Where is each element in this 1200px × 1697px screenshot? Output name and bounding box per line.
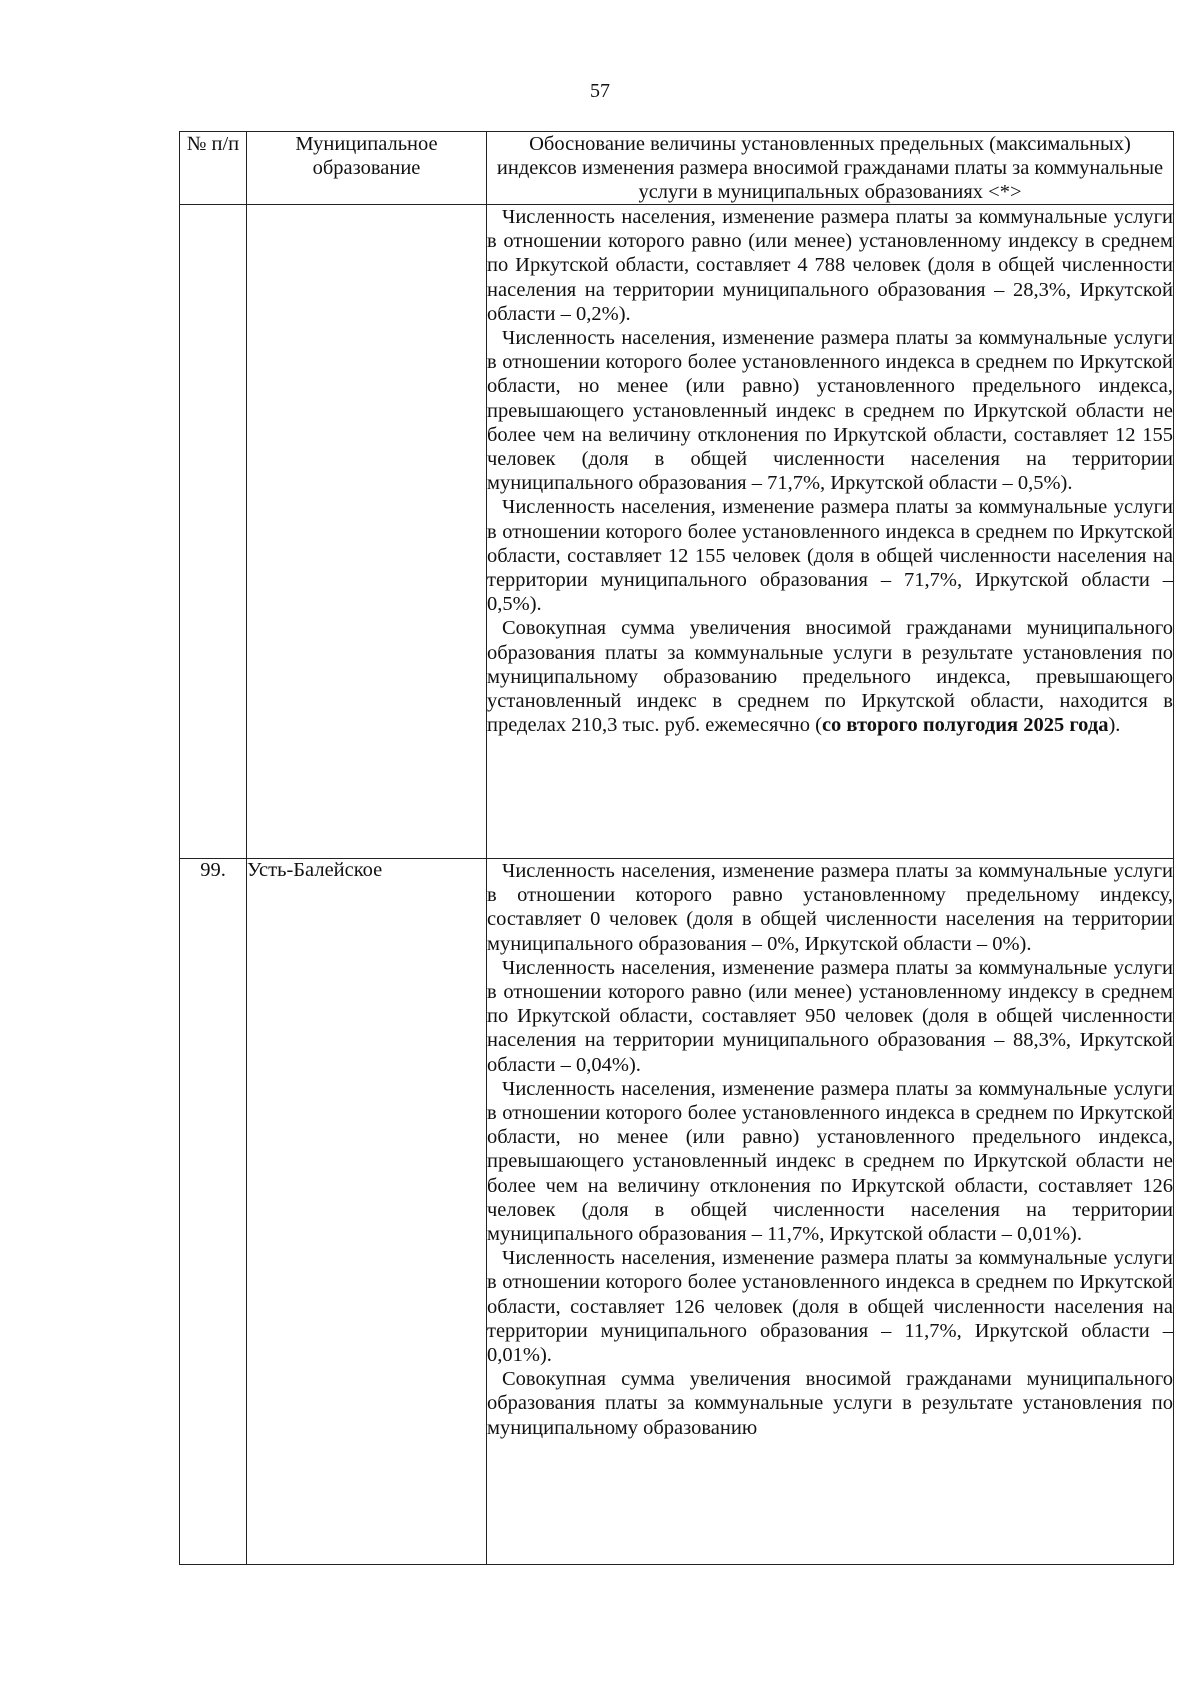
paragraph: Численность населения, изменение размера платы за коммунальные услуги в отношении которого более установленного индекса в среднем по Иркутской области, но менее (или равно) установленного предельного индекса, превышающего установленный индекс в среднем по Иркутской области не более чем на величину отклонения по Иркутской области, составляет 12 155 человек (доля в общей численности населения на территории муниципального образования – 71,7%, Иркутской области – 0,5%). xyxy=(487,327,1173,495)
table-row xyxy=(180,205,1174,859)
paragraph: Численность населения, изменение размера платы за коммунальные услуги в отношении которого более установленного индекса в среднем по Иркутской области, но менее (или равно) установленного предельного индекса, превышающего установленный индекс в среднем по Иркутской области не более чем на величину отклонения по Иркутской области, составляет 126 человек (доля в общей численности населения на территории муниципального образования – 11,7%, Иркутской области – 0,01%). xyxy=(487,1077,1173,1246)
paragraph-total-sum xyxy=(487,616,1173,737)
paragraph-text: Совокупная сумма увеличения вносимой гражданами муниципального образования платы за коммунальные услуги в результате установления по муниципальному образованию предельного индекса, превышающего установленный индекс в среднем по Иркутской области, находится в пределах 210,3 тыс. руб. ежемесячно ( xyxy=(487,617,1173,737)
row-number-cell: 99. xyxy=(180,859,247,1565)
municipality-cell xyxy=(247,205,487,859)
paragraph: Численность населения, изменение размера платы за коммунальные услуги в отношении которого равно (или менее) установленному индексу в среднем по Иркутской области, составляет 4 788 человек (доля в общей численности населения на территории муниципального образования – 28,3%, Иркутской области – 0,2%). xyxy=(487,206,1173,325)
row-number-cell xyxy=(180,205,247,859)
paragraph: Совокупная сумма увеличения вносимой гражданами муниципального образования платы за коммунальные услуги в результате установления по муниципальному образованию xyxy=(487,1368,1173,1439)
justification-cell xyxy=(487,205,1174,859)
paragraph: Численность населения, изменение размера платы за коммунальные услуги в отношении которого более установленного индекса в среднем по Иркутской области, составляет 12 155 человек (доля в общей численности населения на территории муниципального образования – 71,7%, Иркутской области – 0,5%). xyxy=(487,496,1173,616)
paragraph-text-end: ). xyxy=(1108,714,1121,737)
table-header-row xyxy=(180,132,1174,205)
paragraph-bold-period: со второго полугодия 2025 года xyxy=(821,714,1109,737)
paragraph: Численность населения, изменение размера платы за коммунальные услуги в отношении которого более установленного индекса в среднем по Иркутской области, составляет 126 человек (доля в общей численности населения на территории муниципального образования – 11,7%, Иркутской области – 0,01%). xyxy=(487,1247,1173,1367)
header-number: № п/п xyxy=(180,132,247,205)
table-row xyxy=(180,859,1174,1565)
index-justification-table xyxy=(179,131,1174,1565)
header-justification: Обоснование величины установленных предельных (максимальных) индексов изменения размера вносимой гражданами платы за коммунальные услуги в муниципальных образованиях <*> xyxy=(487,132,1174,205)
justification-cell xyxy=(487,859,1174,1565)
header-municipality: Муниципальное образование xyxy=(247,132,487,205)
municipality-cell: Усть-Балейское xyxy=(247,859,487,1565)
paragraph: Численность населения, изменение размера платы за коммунальные услуги в отношении которого равно установленному предельному индексу, составляет 0 человек (доля в общей численности населения на территории муниципального образования – 0%, Иркутской области – 0%). xyxy=(487,860,1173,955)
paragraph: Численность населения, изменение размера платы за коммунальные услуги в отношении которого равно (или менее) установленному индексу в среднем по Иркутской области, составляет 950 человек (доля в общей численности населения на территории муниципального образования – 88,3%, Иркутской области – 0,04%). xyxy=(487,956,1173,1076)
page-number: 57 xyxy=(590,80,610,102)
